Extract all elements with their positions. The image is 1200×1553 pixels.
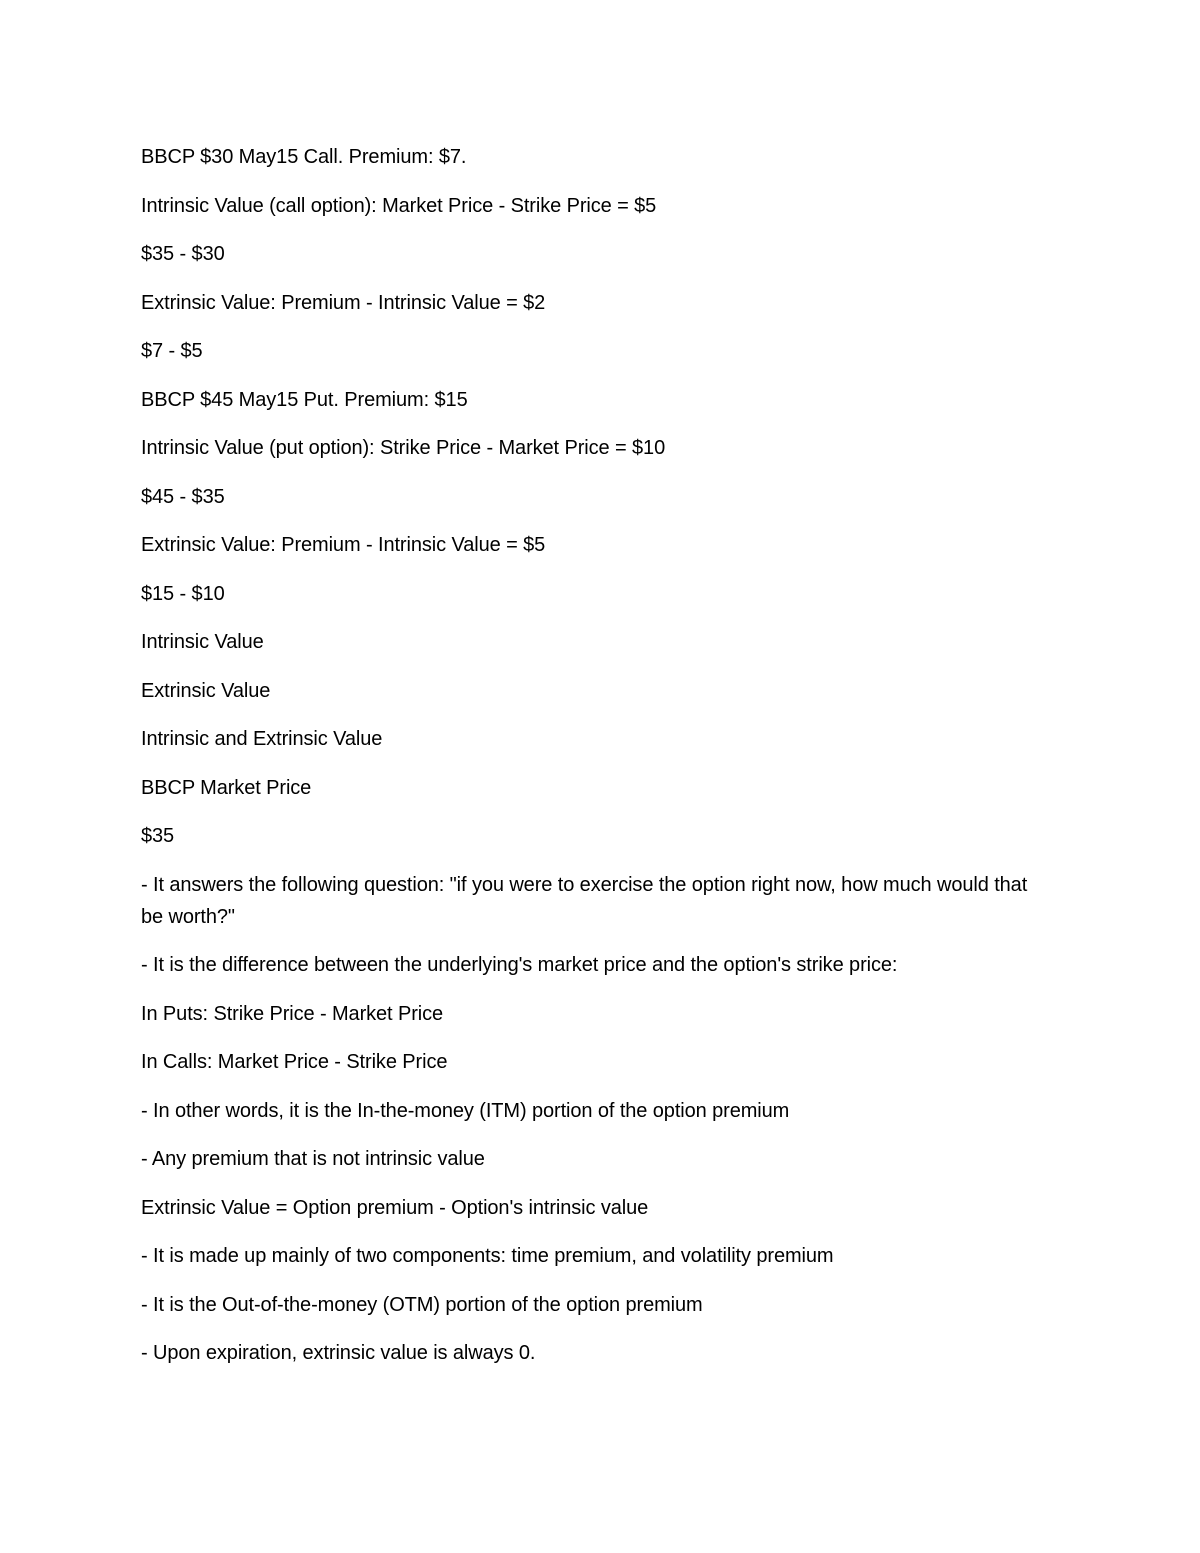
- intrinsic-note-question: - It answers the following question: "if you were to exercise the option right now, how much would that be worth?": [141, 873, 1028, 928]
- call-intrinsic-calculation: $35 - $30: [141, 243, 225, 265]
- put-option-heading: BBCP $45 May15 Put. Premium: $15: [141, 388, 468, 411]
- call-intrinsic-formula: Intrinsic Value (call option): Market Price - Strike Price = $5: [141, 194, 657, 217]
- put-extrinsic-calculation: $15 - $10: [141, 582, 225, 605]
- intrinsic-puts-formula: In Puts: Strike Price - Market Price: [141, 1002, 444, 1025]
- call-option-heading: BBCP $30 May15 Call. Premium: $7.: [141, 146, 467, 168]
- call-extrinsic-formula: Extrinsic Value: Premium - Intrinsic Value = $2: [141, 291, 546, 314]
- label-market-price: BBCP Market Price: [141, 776, 312, 799]
- label-intrinsic-and-extrinsic: Intrinsic and Extrinsic Value: [141, 728, 383, 750]
- extrinsic-note-components: - It is made up mainly of two components: time premium, and volatility premium: [141, 1245, 834, 1267]
- extrinsic-note-otm: - It is the Out-of-the-money (OTM) portion of the option premium: [141, 1293, 703, 1316]
- put-intrinsic-formula: Intrinsic Value (put option): Strike Price - Market Price = $10: [141, 437, 666, 459]
- call-extrinsic-calculation: $7 - $5: [141, 340, 203, 362]
- intrinsic-note-itm: - In other words, it is the In-the-money (ITM) portion of the option premium: [141, 1099, 790, 1122]
- label-intrinsic-value: Intrinsic Value: [141, 631, 264, 653]
- label-extrinsic-value: Extrinsic Value: [141, 679, 271, 702]
- market-price-value: $35: [141, 825, 175, 847]
- put-intrinsic-calculation: $45 - $35: [141, 485, 225, 508]
- extrinsic-note-definition: - Any premium that is not intrinsic value: [141, 1148, 485, 1170]
- intrinsic-calls-formula: In Calls: Market Price - Strike Price: [141, 1051, 448, 1073]
- intrinsic-note-difference: - It is the difference between the underlying's market price and the option's strike price:: [141, 954, 898, 976]
- document-body: [141, 141, 1041, 1386]
- extrinsic-formula: Extrinsic Value = Option premium - Option's intrinsic value: [141, 1196, 649, 1219]
- put-extrinsic-formula: Extrinsic Value: Premium - Intrinsic Value = $5: [141, 534, 546, 556]
- extrinsic-note-expiration: - Upon expiration, extrinsic value is always 0.: [141, 1342, 536, 1364]
